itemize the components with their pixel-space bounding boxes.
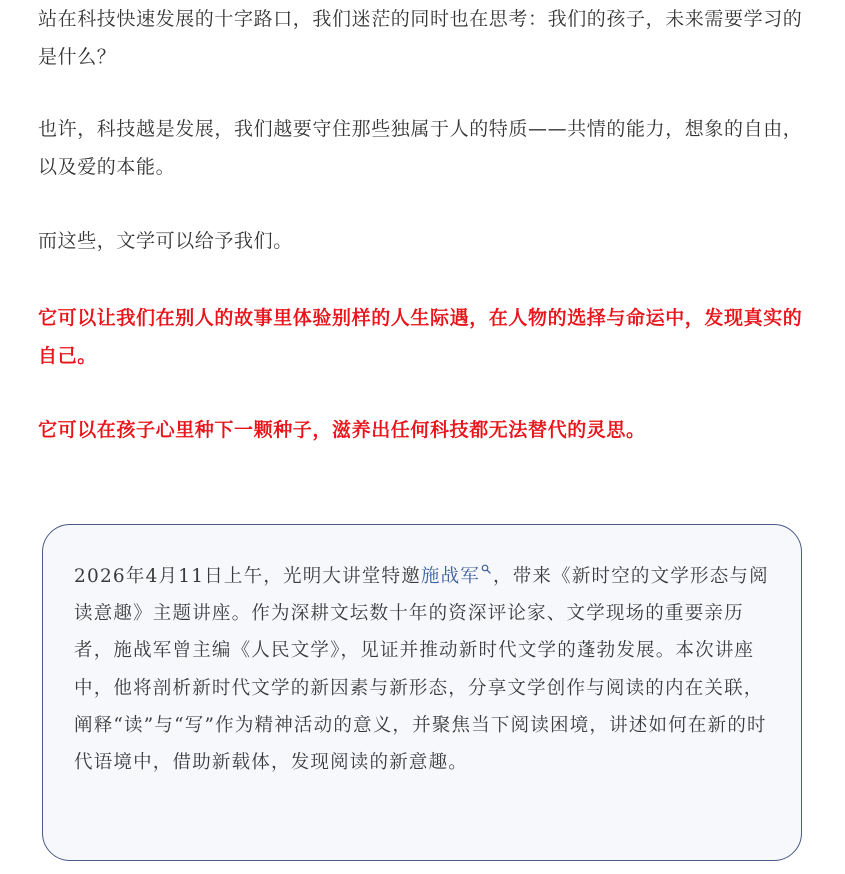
- intro-text-after-link: ，带来《新时空的文学形态与阅读意趣》主题讲座。作为深耕文坛数十年的资深评论家、文学现场的重要亲历者，施战军曾主编《人民文学》，见证并推动新时代文学的蓬勃发展。本次讲座中，他将剖析新时代文学的新因素与新形态，分享文学创作与阅读的内在关联，阐释“读”与“写”作为精神活动的意义，并聚焦当下阅读困境，讲述如何在新的时代语境中，借助新载体，发现阅读的新意趣。: [74, 566, 769, 774]
- search-icon: [481, 564, 491, 574]
- person-search-link[interactable]: [421, 566, 493, 587]
- article-paragraph: 站在科技快速发展的十字路口，我们迷茫的同时也在思考：我们的孩子，未来需要学习的是什么？: [38, 8, 803, 68]
- article-paragraph: 也许，科技越是发展，我们越要守住那些独属于人的特质——共情的能力，想象的自由，以及爱的本能。: [38, 118, 803, 178]
- highlight-paragraph: 它可以让我们在别人的故事里体验别样的人生际遇，在人物的选择与命运中，发现真实的自己。: [38, 307, 803, 367]
- person-link-label: 施战军: [420, 566, 481, 587]
- highlight-paragraph: 它可以在孩子心里种下一颗种子，滋养出任何科技都无法替代的灵思。: [38, 419, 646, 441]
- intro-text-before-link: 2026年4月11日上午，光明大讲堂特邀: [74, 566, 421, 587]
- article-paragraph: 而这些，文学可以给予我们。: [38, 230, 293, 252]
- lecture-intro-text: [74, 558, 771, 781]
- lecture-intro-box: [42, 524, 802, 861]
